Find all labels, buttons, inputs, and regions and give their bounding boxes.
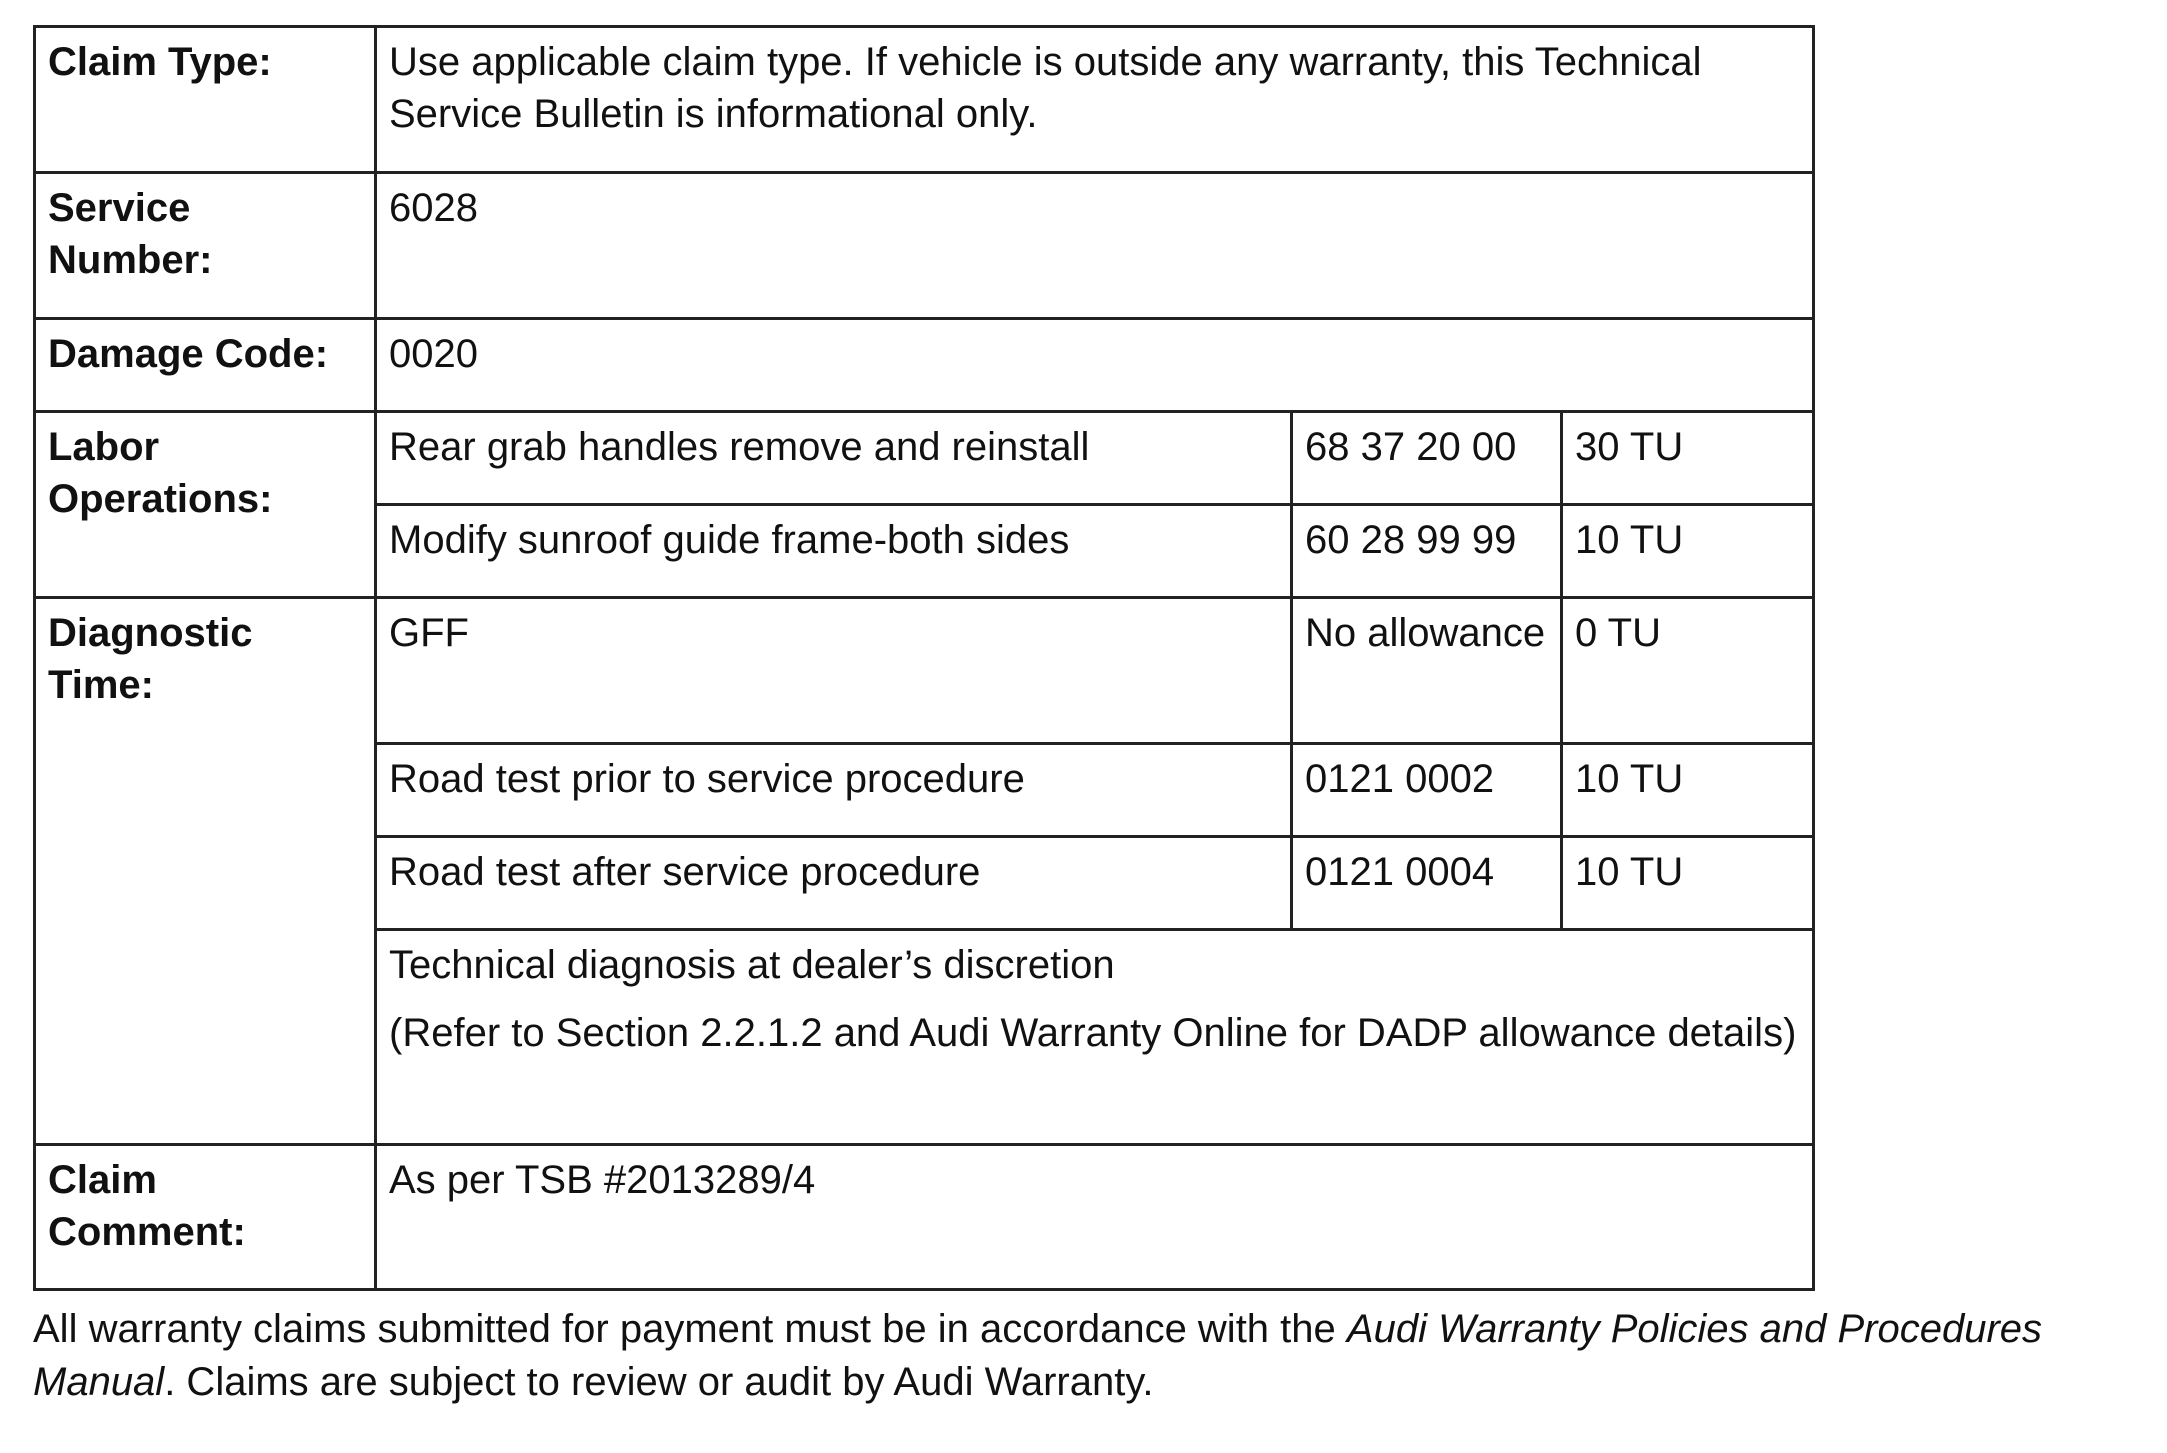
- labor-operation-code: 60 28 99 99: [1292, 505, 1562, 598]
- diagnostic-code: 0121 0002: [1292, 744, 1562, 837]
- labor-operation-time: 30 TU: [1562, 412, 1814, 505]
- diagnostic-time: 0 TU: [1562, 598, 1814, 744]
- claim-comment-label: Claim Comment:: [35, 1145, 376, 1290]
- manual-title: Audi Warranty Policies and Procedures Manual: [33, 1307, 2043, 1404]
- service-number-value: 6028: [376, 173, 1814, 319]
- labor-operation-description: Rear grab handles remove and reinstall: [376, 412, 1292, 505]
- diagnostic-code: 0121 0004: [1292, 837, 1562, 930]
- diagnostic-time: 10 TU: [1562, 744, 1814, 837]
- labor-operation-description: Modify sunroof guide frame-both sides: [376, 505, 1292, 598]
- diagnostic-description: GFF: [376, 598, 1292, 744]
- labor-operation-code: 68 37 20 00: [1292, 412, 1562, 505]
- footer-text-before: All warranty claims submitted for payment must be in accordance with the: [33, 1307, 1347, 1351]
- service-number-row: [35, 173, 1814, 319]
- labor-operation-time: 10 TU: [1562, 505, 1814, 598]
- claim-type-label: Claim Type:: [35, 27, 376, 173]
- diagnostic-description: Road test prior to service procedure: [376, 744, 1292, 837]
- footer-text-after: . Claims are subject to review or audit by Audi Warranty.: [164, 1360, 1154, 1404]
- diagnostic-note-line2: (Refer to Section 2.2.1.2 and Audi Warranty Online for DADP allowance details): [389, 1011, 1797, 1055]
- diagnostic-row: [35, 598, 1814, 744]
- diagnostic-description: Road test after service procedure: [376, 837, 1292, 930]
- claim-comment-value: As per TSB #2013289/4: [376, 1145, 1814, 1290]
- damage-code-label: Damage Code:: [35, 319, 376, 412]
- diagnostic-note: [376, 930, 1814, 1145]
- claim-type-row: [35, 27, 1814, 173]
- damage-code-row: [35, 319, 1814, 412]
- damage-code-value: 0020: [376, 319, 1814, 412]
- diagnostic-time: 10 TU: [1562, 837, 1814, 930]
- labor-operation-row: [35, 412, 1814, 505]
- claim-comment-row: [35, 1145, 1814, 1290]
- warranty-footer-note: [33, 1303, 2153, 1409]
- labor-operations-label: Labor Operations:: [35, 412, 376, 598]
- warranty-claim-table: [33, 25, 1815, 1291]
- diagnostic-time-label: Diagnostic Time:: [35, 598, 376, 1145]
- service-number-label: Service Number:: [35, 173, 376, 319]
- diagnostic-code: No allowance: [1292, 598, 1562, 744]
- diagnostic-note-line1: Technical diagnosis at dealer’s discretion: [389, 943, 1115, 987]
- claim-type-value: Use applicable claim type. If vehicle is outside any warranty, this Technical Service Bulletin is informational only.: [376, 27, 1814, 173]
